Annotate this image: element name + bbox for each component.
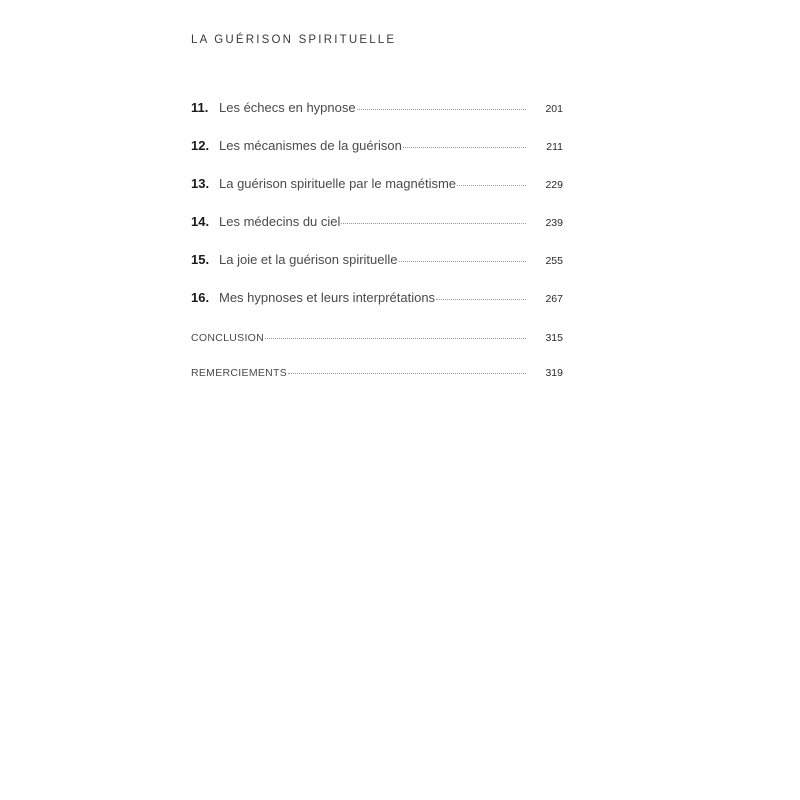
dot-leader [356,111,527,112]
chapter-title: Les médecins du ciel [219,214,341,229]
chapter-number: 12. [191,138,210,153]
toc-entry-remerciements [191,367,563,402]
chapter-number: 13. [191,176,210,191]
chapter-title: Les mécanismes de la guérison [219,138,402,153]
chapter-number: 15. [191,252,210,267]
dot-leader [402,149,527,150]
toc-entry-chapter-14 [191,214,563,252]
page-number: 315 [545,332,563,344]
chapter-number: 16. [191,290,210,305]
toc-entry-conclusion [191,332,563,367]
dot-leader [456,187,527,188]
running-header: LA GUÉRISON SPIRITUELLE [191,34,397,46]
page-number: 267 [545,293,563,305]
table-of-contents [191,100,563,402]
toc-entry-chapter-16 [191,290,563,328]
dot-leader [264,340,527,341]
dot-leader [287,375,527,376]
page-number: 201 [545,103,563,115]
toc-entry-chapter-12 [191,138,563,176]
page-number: 229 [545,179,563,191]
back-matter-title: REMERCIEMENTS [191,367,288,379]
page-number: 211 [546,141,563,153]
page-number: 239 [545,217,563,229]
chapter-number: 11. [191,100,209,115]
chapter-title: La joie et la guérison spirituelle [219,252,398,267]
toc-entry-chapter-11 [191,100,563,138]
toc-entry-chapter-13 [191,176,563,214]
page-number: 319 [545,367,563,379]
dot-leader [435,301,527,302]
back-matter-title: CONCLUSION [191,332,265,344]
dot-leader [398,263,528,264]
dot-leader [340,225,527,226]
toc-entry-chapter-15 [191,252,563,290]
page-number: 255 [545,255,563,267]
chapter-title: Les échecs en hypnose [219,100,356,115]
chapter-title: Mes hypnoses et leurs interprétations [219,290,436,305]
chapter-title: La guérison spirituelle par le magnétisme [219,176,457,191]
chapter-number: 14. [191,214,210,229]
